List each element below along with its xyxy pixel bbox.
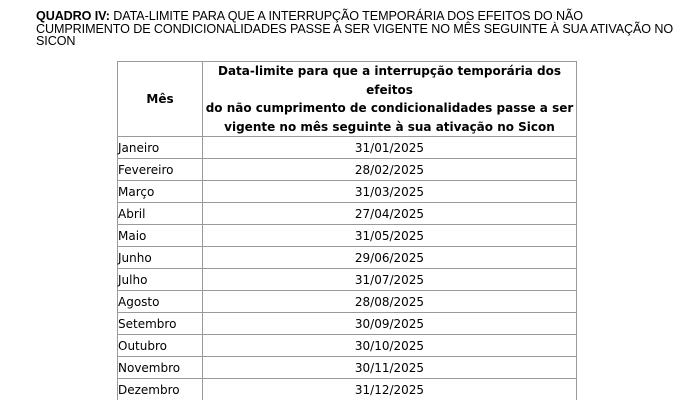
date-cell: 31/12/2025: [203, 379, 577, 400]
caption-text: DATA-LIMITE PARA QUE A INTERRUPÇÃO TEMPORÁRIA DOS EFEITOS DO NÃO CUMPRIMENTO DE CONDICIONALIDADES PASSE A SER VIGENTE NO MÊS SEGUINTE À SUA ATIVAÇÃO NO SICON: [36, 9, 674, 49]
date-cell: 31/05/2025: [203, 225, 577, 247]
date-cell: 29/06/2025: [203, 247, 577, 269]
month-cell: Abril: [118, 203, 203, 225]
month-cell: Julho: [118, 269, 203, 291]
month-cell: Março: [118, 181, 203, 203]
date-cell: 31/01/2025: [203, 137, 577, 159]
month-cell: Junho: [118, 247, 203, 269]
date-cell: 30/10/2025: [203, 335, 577, 357]
date-cell: 30/11/2025: [203, 357, 577, 379]
month-cell: Maio: [118, 225, 203, 247]
caption-label: QUADRO IV:: [36, 9, 110, 23]
header-row: [118, 62, 577, 137]
table-row: [118, 357, 577, 379]
table-row: [118, 247, 577, 269]
month-cell: Dezembro: [118, 379, 203, 400]
month-cell: Novembro: [118, 357, 203, 379]
table-caption: [36, 10, 676, 48]
month-cell: Agosto: [118, 291, 203, 313]
date-cell: 28/08/2025: [203, 291, 577, 313]
table-row: [118, 313, 577, 335]
date-cell: 30/09/2025: [203, 313, 577, 335]
month-cell: Setembro: [118, 313, 203, 335]
month-cell: Fevereiro: [118, 159, 203, 181]
table-row: [118, 159, 577, 181]
table-row: [118, 225, 577, 247]
header-deadline: [203, 62, 577, 137]
header-month: Mês: [118, 62, 203, 137]
table-row: [118, 203, 577, 225]
date-cell: 27/04/2025: [203, 203, 577, 225]
header-deadline-line-3: vigente no mês seguinte à sua ativação no Sicon: [224, 119, 555, 134]
month-cell: Outubro: [118, 335, 203, 357]
table-row: [118, 379, 577, 400]
table-row: [118, 291, 577, 313]
table-row: [118, 137, 577, 159]
deadline-table: [117, 61, 577, 400]
date-cell: 31/07/2025: [203, 269, 577, 291]
date-cell: 31/03/2025: [203, 181, 577, 203]
header-deadline-line-2: do não cumprimento de condicionalidades passe a ser: [205, 101, 574, 115]
header-deadline-line-1: Data-limite para que a interrupção temporária dos efeitos: [217, 64, 562, 97]
table-row: [118, 181, 577, 203]
date-cell: 28/02/2025: [203, 159, 577, 181]
month-cell: Janeiro: [118, 137, 203, 159]
table-row: [118, 269, 577, 291]
table-row: [118, 335, 577, 357]
